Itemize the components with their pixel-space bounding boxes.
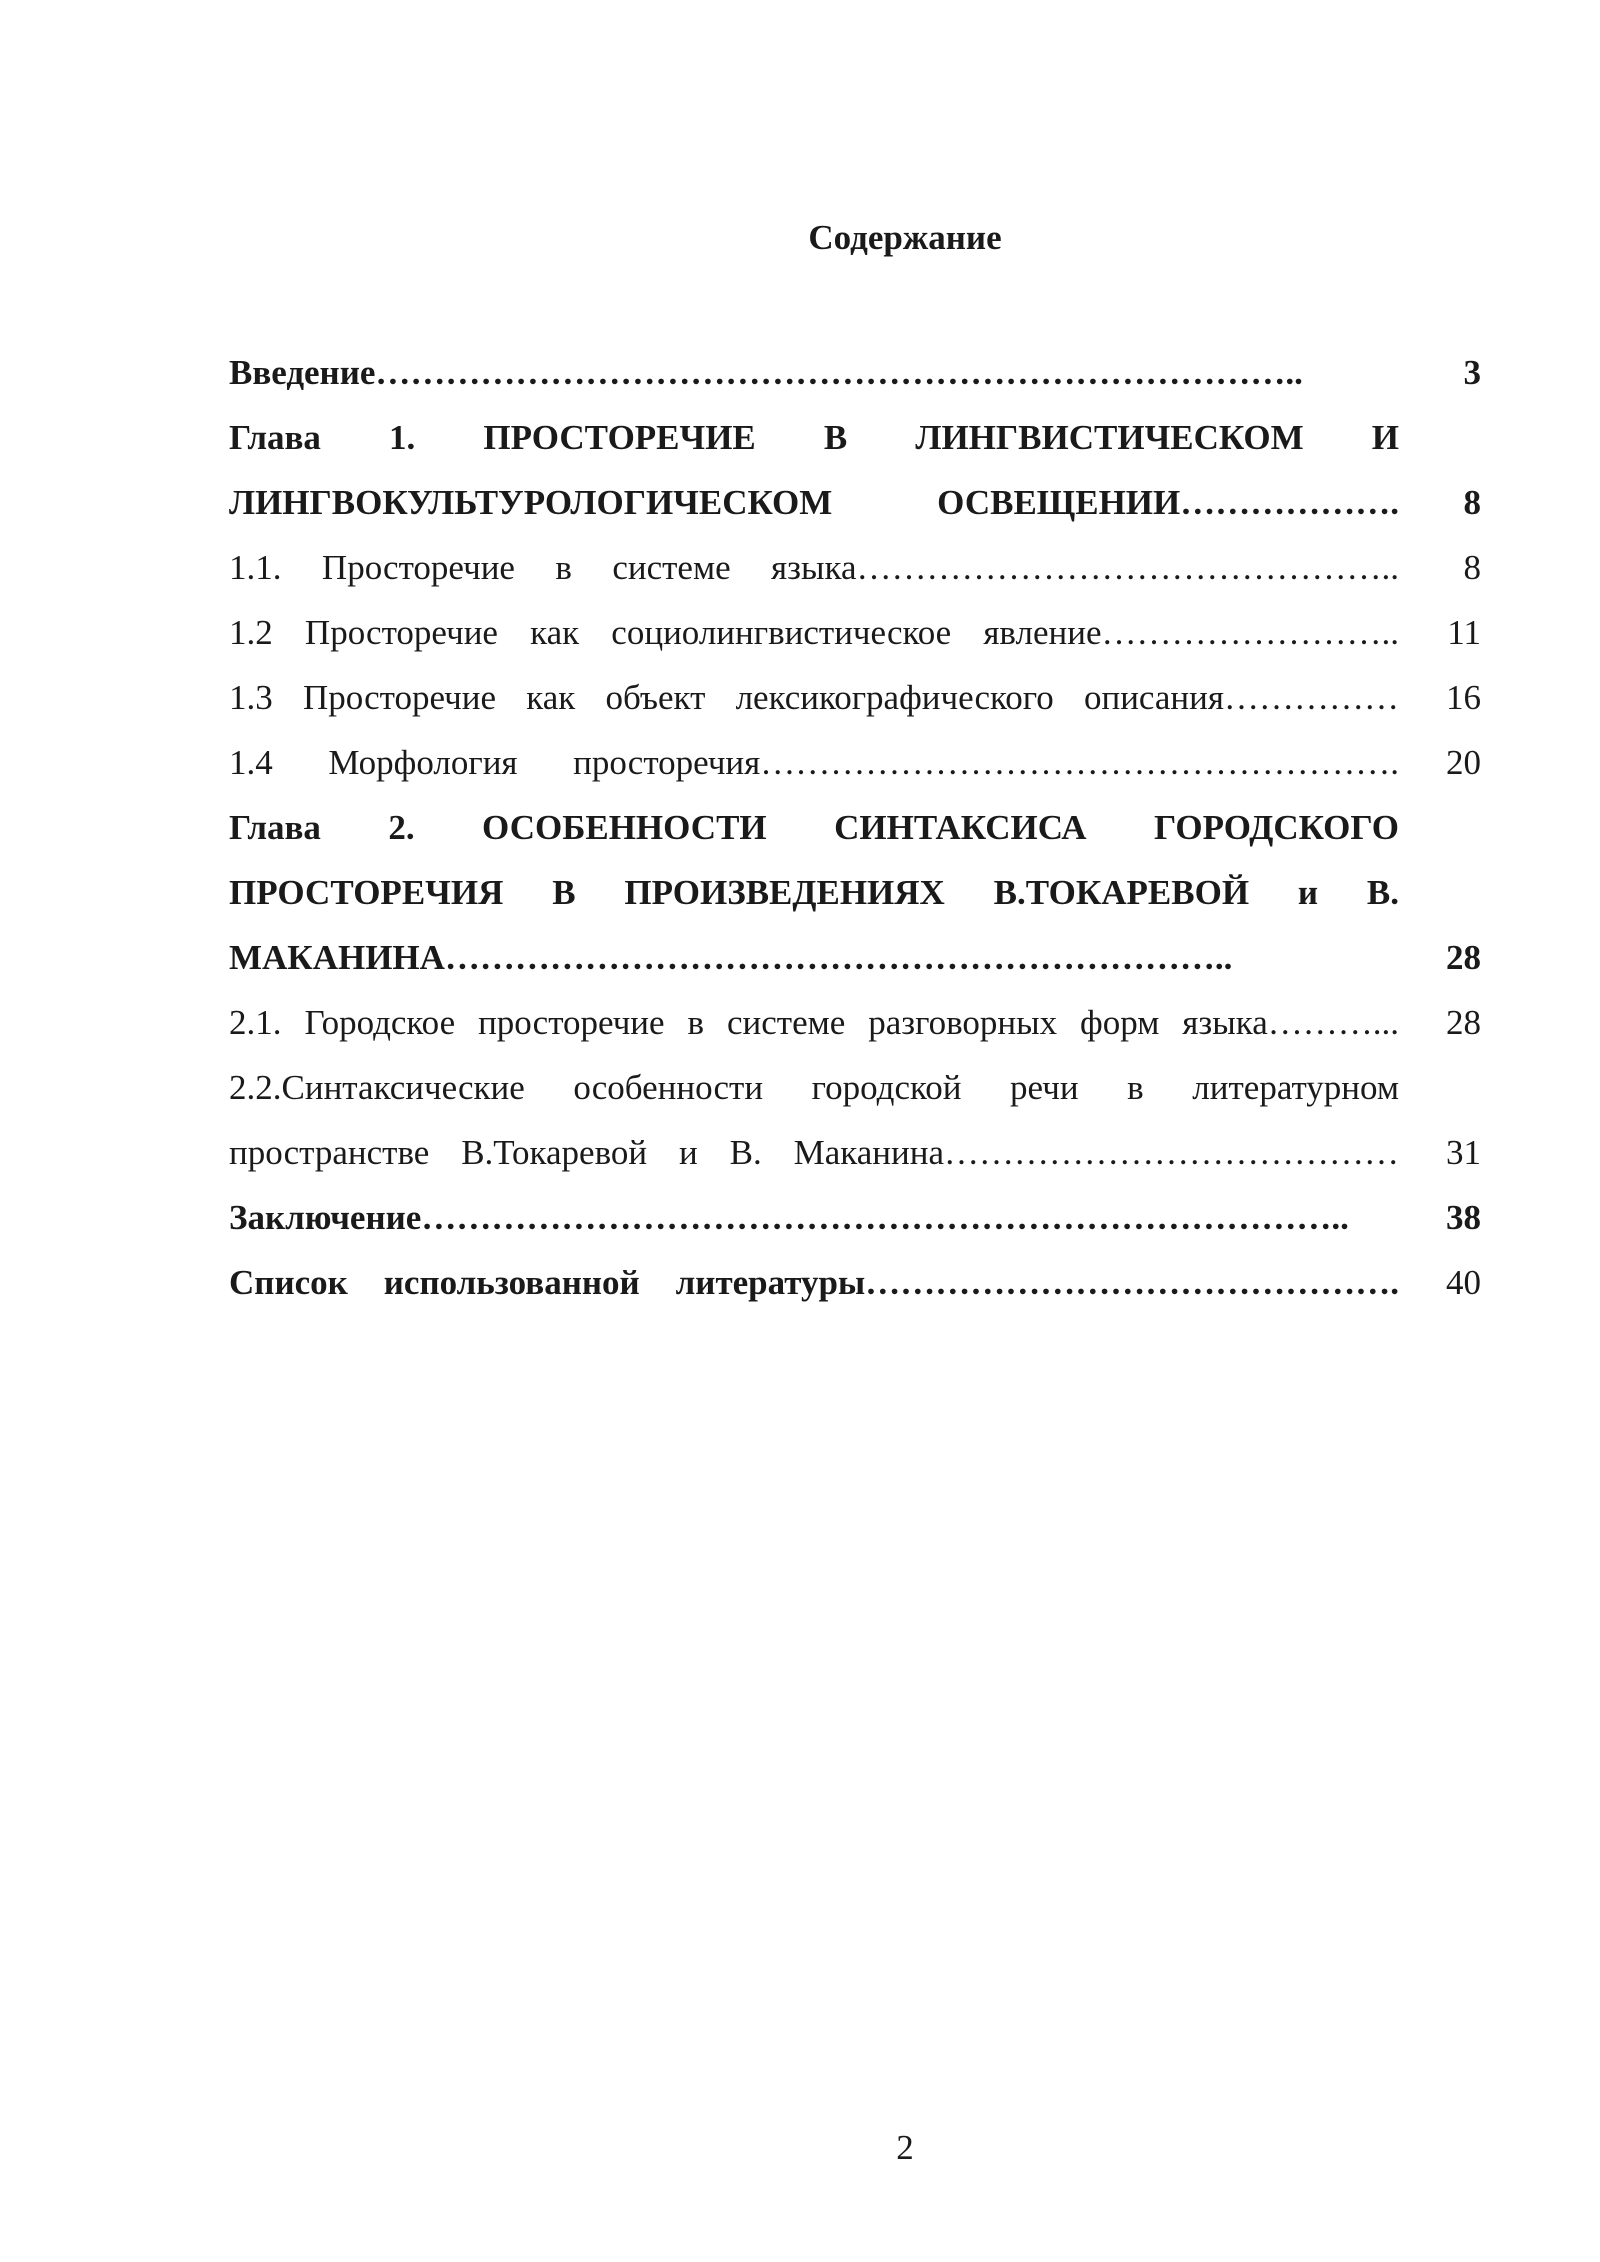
toc-entry-section-1-3[interactable] <box>229 665 1481 730</box>
toc-entry-line: Глава 2. ОСОБЕННОСТИ СИНТАКСИСА ГОРОДСКОГО <box>229 808 1399 847</box>
toc-entry-page: 31 <box>1446 1133 1481 1172</box>
toc-entry-page: 20 <box>1446 743 1481 782</box>
toc-entry-page: 28 <box>1446 938 1481 977</box>
toc-entry-section-1-1[interactable] <box>229 535 1481 600</box>
toc-entry-line: ЛИНГВОКУЛЬТУРОЛОГИЧЕСКОМ ОСВЕЩЕНИИ………………. <box>229 483 1399 522</box>
toc-entry-text: Заключение…………………………………………………………………….. <box>229 1198 1349 1237</box>
toc-entry-line: 2.2.Синтаксические особенности городской речи в литературном <box>229 1068 1399 1107</box>
toc-entry-section-2-2[interactable] <box>229 1055 1481 1185</box>
toc-entry-text: Введение…………………………………………………………………….. <box>229 353 1303 392</box>
toc-entry-page: 3 <box>1463 353 1481 392</box>
toc-entry-text: 1.3 Просторечие как объект лексикографического описания…………… <box>229 678 1399 717</box>
page-number: 2 <box>896 2128 914 2167</box>
toc-entry-text: 1.1. Просторечие в системе языка……………………………………….. <box>229 548 1399 587</box>
toc-entry-page: 8 <box>1463 483 1481 522</box>
toc-entry-bibliography[interactable] <box>229 1250 1481 1315</box>
toc-entry-line: пространстве В.Токаревой и В. Маканина………………………………… <box>229 1133 1399 1172</box>
toc-entry-section-1-4[interactable] <box>229 730 1481 795</box>
toc-entry-text: 1.2 Просторечие как социолингвистическое явление…………………….. <box>229 613 1399 652</box>
toc-entry-line: Глава 1. ПРОСТОРЕЧИЕ В ЛИНГВИСТИЧЕСКОМ И <box>229 418 1399 457</box>
toc-entry-page: 16 <box>1446 678 1481 717</box>
toc-entry-line: ПРОСТОРЕЧИЯ В ПРОИЗВЕДЕНИЯХ В.ТОКАРЕВОЙ и В. <box>229 873 1399 912</box>
toc-entry-text <box>229 405 1399 535</box>
toc-entry-section-1-2[interactable] <box>229 600 1481 665</box>
toc-entry-chapter-1[interactable] <box>229 405 1481 535</box>
toc-entry-page: 8 <box>1463 548 1481 587</box>
toc-entry-page: 38 <box>1446 1198 1481 1237</box>
toc-entry-chapter-2[interactable] <box>229 795 1481 990</box>
toc-entry-introduction[interactable] <box>229 340 1481 405</box>
toc-entry-page: 40 <box>1446 1263 1481 1302</box>
toc-entry-page: 11 <box>1447 613 1481 652</box>
toc-entry-page: 28 <box>1446 1003 1481 1042</box>
toc-entry-text: Список использованной литературы………………………………………. <box>229 1263 1399 1302</box>
toc-entry-text <box>229 1055 1399 1185</box>
toc-entry-text: 2.1. Городское просторечие в системе разговорных форм языка………... <box>229 1003 1399 1042</box>
toc-entry-section-2-1[interactable] <box>229 990 1481 1055</box>
toc-entry-text <box>229 795 1399 990</box>
table-of-contents <box>229 340 1481 1315</box>
toc-entry-text: 1.4 Морфология просторечия………………………………………………. <box>229 743 1399 782</box>
toc-entry-conclusion[interactable] <box>229 1185 1481 1250</box>
toc-entry-line: МАКАНИНА………………………………………………………….. <box>229 938 1233 977</box>
page-title: Содержание <box>808 218 1002 257</box>
